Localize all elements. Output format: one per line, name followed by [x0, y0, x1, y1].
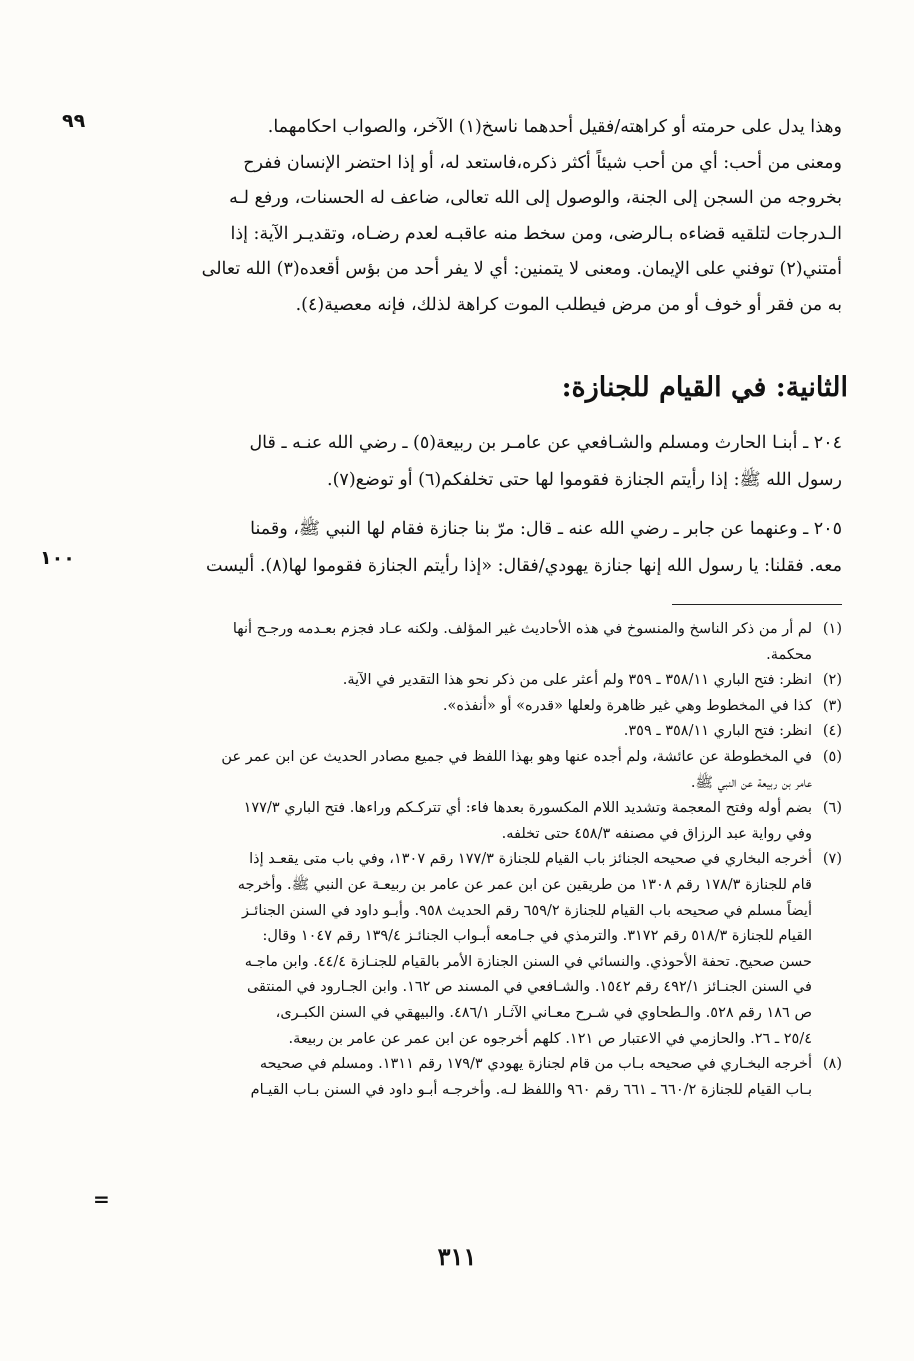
footnote-divider: [672, 604, 842, 605]
footnote-line: كذا في المخطوط وهي غير ظاهرة ولعلها «قدره» أو «أنفذه».: [442, 697, 812, 714]
footnote-7: [100, 847, 842, 1052]
footnotes: [100, 617, 842, 1103]
footnote-2: [100, 668, 842, 694]
footnote-number: (٣): [822, 697, 842, 714]
footnote-5: [100, 745, 842, 796]
footnote-line: انظر: فتح الباري ٣٥٨/١١ ـ ٣٥٩ ولم أعثر على من ذكر نحو هذا التقدير في الآية.: [342, 672, 812, 689]
footnote-8: [100, 1052, 842, 1103]
margin-number-99: ٩٩: [62, 110, 86, 132]
footnote-6: [100, 796, 842, 847]
footnote-number: (٤): [822, 723, 842, 740]
hadith-205: [100, 511, 842, 585]
section-heading: الثانية: في القيام للجنازة:: [561, 372, 848, 403]
hadith-line: رسول الله ﷺ: إذا رأيتم الجنازة فقوموا لها حتى تخلفكم(٦) أو توضع(٧).: [327, 470, 842, 490]
footnote-line: بضم أوله وفتح المعجمة وتشديد اللام المكسورة بعدها فاء: أي تتركـكم وراءها. فتح الباري ١٧٧/٣: [243, 800, 812, 817]
hadith-line: معه. فقلنا: يا رسول الله إنها جنازة يهودي/فقال: «إذا رأيتم الجنازة فقوموا لها(٨). أليست: [206, 556, 842, 576]
footnote-line: قام للجنازة ١٧٨/٣ رقم ١٣٠٨ من طريقين عن ابن عمر عن عامر بن ربيعـة عن النبي ﷺ. وأخرجه: [237, 876, 812, 893]
footnote-3: [100, 694, 842, 720]
footnote-number: (١): [822, 621, 842, 637]
footnote-number: (٦): [822, 800, 842, 817]
footnote-line: انظر: فتح الباري ٣٥٨/١١ ـ ٣٥٩.: [623, 723, 812, 740]
footnote-line: حسن صحيح. تحفة الأحوذي. والنسائي في السنن الجنازة الأمر بالقيام للجنـازة ٤٤/٤. وابن ماجـه: [244, 953, 812, 970]
margin-number-100: ١٠٠: [40, 547, 75, 569]
footnote-line: لم أر من ذكر الناسخ والمنسوخ في هذه الأحاديث غير المؤلف. ولكنه عـاد فجزم بعـدمه ورجـح أنها: [232, 621, 812, 637]
footnote-number: (٨): [822, 1056, 842, 1073]
footnote-line: عامر بن ربيعة عن النبي ﷺ.: [690, 774, 812, 791]
footnote-line: أخرجه البخـاري في صحيحه بـاب من قام لجنازة يهودي ١٧٩/٣ رقم ١٣١١. ومسلم في صحيحه: [259, 1056, 812, 1073]
main-line: ومعنى من أحب: أي من أحب شيئاً أكثر ذكره،فاستعد له، أو إذا احتضر الإنسان ففرح: [243, 152, 842, 173]
hadith-204: [100, 425, 842, 499]
main-line: به من فقر أو خوف أو من مرض فيطلب الموت كراهة لذلك، فإنه معصية(٤).: [295, 294, 842, 315]
main-paragraph: [100, 110, 842, 323]
page-number: ٣١١: [437, 1242, 477, 1271]
footnote-line: بـاب القيام للجنازة ٦٦٠/٢ ـ ٦٦١ رقم ٩٦٠ واللفظ لـه. وأخرجـه أبـو داود في السنن بـاب القيـام: [250, 1081, 812, 1098]
footnote-4: [100, 719, 842, 745]
main-line: بخروجه من السجن إلى الجنة، والوصول إلى الله تعالى، ضاعف له الحسنات، ورفع لـه: [229, 188, 842, 208]
footnote-line: أيضاً مسلم في صحيحه باب القيام للجنازة ٦٥٩/٢ رقم الحديث ٩٥٨. وأبـو داود في السنن الجنائـز: [242, 902, 812, 919]
continuation-mark: =: [93, 1187, 110, 1211]
footnote-number: (٥): [822, 748, 842, 765]
footnote-line: في السنن الجنـائز ٤٩٢/١ رقم ١٥٤٢. والشـافعي في المسند ص ١٦٢. وابن الجـارود في المنتقى: [246, 979, 812, 996]
footnote-line: وفي رواية عبد الرزاق في مصنفه ٤٥٨/٣ حتى تخلفه.: [501, 825, 812, 842]
footnote-line: ص ١٨٦ رقم ٥٢٨. والـطحاوي في شـرح معـاني الآثـار ٤٨٦/١. والبيهقي في السنن الكبـرى،: [275, 1004, 812, 1021]
footnote-line: أخرجه البخاري في صحيحه الجنائز باب القيام للجنازة ١٧٧/٣ رقم ١٣٠٧، وفي باب متى يقعـد إذا: [249, 851, 812, 868]
footnote-1: [100, 617, 842, 668]
footnote-line: ٢٥/٤ ـ ٢٦. والحازمي في الاعتبار ص ١٢١. كلهم أخرجوه عن ابن عمر عن عامر بن ربيعة.: [288, 1030, 812, 1047]
footnote-line: في المخطوطة عن عائشة، ولم أجده عنها وهو بهذا اللفظ في جميع مصادر الحديث عن ابن عمر عن: [221, 748, 812, 765]
main-line: أمتني(٢) توفني على الإيمان. ومعنى لا يتمنين: أي لا يفر أحد من بؤس أقعده(٣) الله تعالى: [201, 259, 842, 279]
footnote-line: القيام للجنازة ٥١٨/٣ رقم ٣١٧٢. والترمذي في جـامعه أبـواب الجنائـز ١٣٩/٤ رقم ١٠٤٧ وقال:: [262, 928, 812, 945]
footnote-line: محكمة.: [766, 646, 812, 663]
footnote-number: (٢): [822, 672, 842, 689]
main-line: وهذا يدل على حرمته أو كراهته/فقيل أحدهما ناسخ(١) الآخر، والصواب احكامهما.: [267, 117, 842, 137]
hadith-line: ٢٠٤ ـ أبنـا الحارث ومسلم والشـافعي عن عامـر بن ربيعة(٥) ـ رضي الله عنـه ـ قال: [249, 433, 842, 453]
hadith-line: ٢٠٥ ـ وعنهما عن جابر ـ رضي الله عنه ـ قال: مرّ بنا جنازة فقام لها النبي ﷺ، وقمنا: [250, 519, 842, 539]
main-line: الـدرجات لتلقيه قضاءه بـالرضى، ومن سخط منه عاقبـه لعدم رضـاه، وتقديـر الآية: إذا: [230, 223, 842, 244]
footnote-number: (٧): [822, 851, 842, 868]
